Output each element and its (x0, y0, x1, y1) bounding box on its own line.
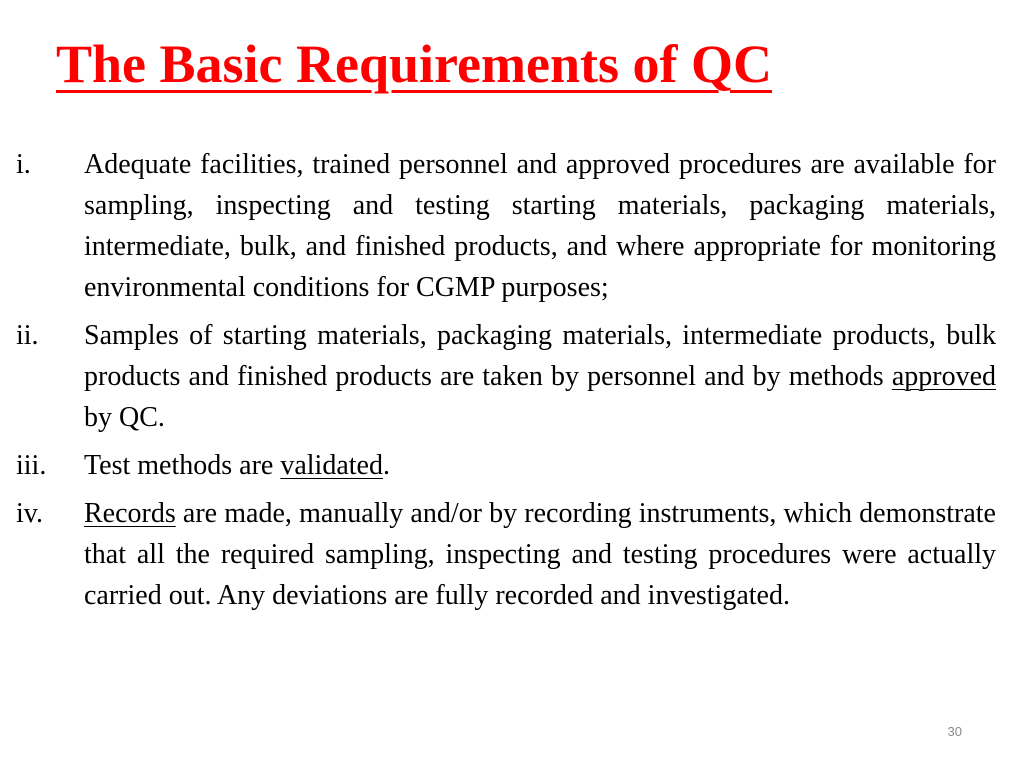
list-marker: ii. (16, 320, 39, 351)
item-text-segment: . (382, 450, 390, 481)
item-text-segment: are made, manually and/or by recording instruments, which demonstrate that all the required sampling, inspecting and testing procedures were actually carried out. Any deviations are fully recorded and investigated. (84, 498, 996, 611)
page-number: 30 (947, 724, 962, 739)
list-item-text (84, 315, 996, 438)
list-item (16, 315, 996, 438)
list-item-text (84, 144, 996, 308)
list-item-text (84, 445, 996, 486)
list-item (16, 144, 996, 308)
list-marker: iii. (16, 450, 47, 481)
item-text-segment: by QC. (84, 402, 165, 433)
item-text-segment: Test methods are (84, 450, 281, 481)
item-text-segment: Adequate facilities, trained personnel and approved procedures are available for sampling, inspecting and testing starting materials, packaging materials, intermediate, bulk, and finished products, and where appropriate for monitoring environmental conditions for CGMP purposes; (84, 149, 996, 303)
item-text-segment: Samples of starting materials, packaging materials, intermediate products, bulk products and finished products are taken by personnel and by methods (84, 320, 996, 392)
underlined-term-approved: approved (891, 361, 996, 392)
list-marker: i. (16, 149, 31, 180)
list-item-text (84, 493, 996, 616)
requirements-list (16, 144, 996, 623)
list-item (16, 445, 996, 486)
underlined-term-validated: validated (280, 450, 383, 481)
slide-title: The Basic Requirements of QC (56, 34, 772, 94)
list-marker: iv. (16, 498, 43, 529)
underlined-term-records: Records (84, 498, 176, 529)
list-item (16, 493, 996, 616)
